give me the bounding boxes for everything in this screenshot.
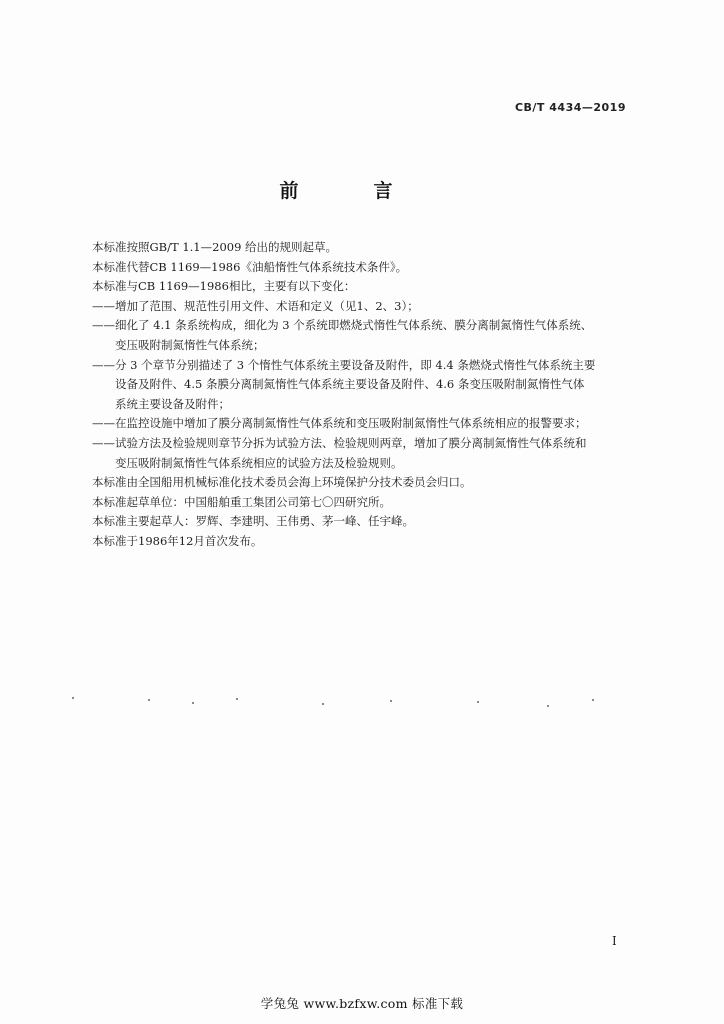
scan-speckles [60, 693, 620, 713]
item-line: 试验方法及检验规则章节分拆为试验方法、检验规则两章，增加了膜分离制氮惰性气体系统和 [115, 435, 587, 450]
scan-speck [322, 703, 324, 705]
item-dash: —— [92, 416, 115, 431]
paragraph-first-issue: 本标准于1986年12月首次发布。 [92, 533, 263, 548]
item-dash: —— [92, 435, 115, 450]
item-dash: —— [92, 357, 115, 372]
change-item-4 [92, 414, 640, 434]
paragraph-technical-committee: 本标准由全国船用机械标准化技术委员会海上环境保护分技术委员会归口。 [92, 475, 472, 490]
footer-watermark: 学兔兔 www.bzfxw.com 标准下载 [260, 996, 464, 1011]
foreword-body [92, 238, 640, 552]
item-line: 变压吸附制氮惰性气体系统相应的试验方法及检验规则。 [115, 455, 403, 470]
paragraph-replaces: 本标准代替CB 1169—1986《油船惰性气体系统技术条件》。 [92, 259, 408, 274]
standard-code: CB/T 4434—2019 [514, 101, 626, 114]
item-line: 分 3 个章节分别描述了 3 个惰性气体系统主要设备及附件，即 4.4 条燃烧式惰性气体系统主要 [115, 357, 596, 372]
scan-speck [236, 698, 238, 700]
item-line: 系统主要设备及附件； [115, 396, 230, 411]
change-item-3 [92, 356, 640, 415]
paragraph-drafting-organization: 本标准起草单位：中国船舶重工集团公司第七〇四研究所。 [92, 494, 391, 509]
scan-speck [592, 699, 594, 701]
change-item-2 [92, 316, 640, 355]
change-item-5 [92, 434, 640, 473]
item-line: 设备及附件、4.5 条膜分离制氮惰性气体系统主要设备及附件、4.6 条变压吸附制氮惰性气体 [115, 377, 585, 392]
scan-speck [477, 701, 479, 703]
change-item-1 [92, 297, 640, 317]
paragraph-changes-intro: 本标准与CB 1169—1986相比，主要有以下变化： [92, 279, 356, 294]
item-line: 在监控设施中增加了膜分离制氮惰性气体系统和变压吸附制氮惰性气体系统相应的报警要求； [115, 416, 587, 431]
page-number: I [612, 934, 617, 948]
scan-speck [192, 702, 194, 704]
scan-speck [390, 700, 392, 702]
item-dash: —— [92, 298, 115, 313]
item-line: 增加了范围、规范性引用文件、术语和定义（见1、2、3）； [115, 298, 419, 313]
item-line: 细化了 4.1 条系统构成，细化为 3 个系统即燃烧式惰性气体系统、膜分离制氮惰性气体系统、 [115, 318, 593, 333]
scan-speck [547, 705, 549, 707]
page-title: 前 言 [279, 180, 421, 202]
item-line: 变压吸附制氮惰性气体系统； [115, 337, 265, 352]
item-dash: —— [92, 318, 115, 333]
paragraph-drafters: 本标准主要起草人：罗辉、李建明、王伟勇、茅一峰、任宇峰。 [92, 514, 414, 529]
scan-speck [148, 699, 150, 701]
scan-speck [72, 697, 74, 699]
paragraph-drafting-rules: 本标准按照GB/T 1.1—2009 给出的规则起草。 [92, 240, 338, 254]
